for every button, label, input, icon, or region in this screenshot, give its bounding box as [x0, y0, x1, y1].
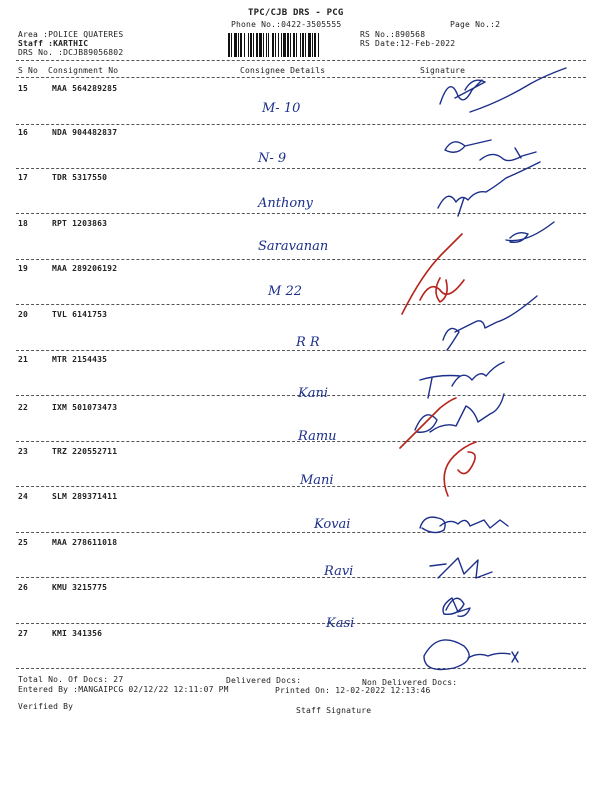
rs-date: RS Date:12-Feb-2022 [360, 39, 456, 48]
row-sno: 17 [18, 173, 29, 182]
handwritten-consignee: M- 10 [262, 101, 301, 116]
row-consignment: MAA 278611018 [52, 538, 118, 547]
row-sno: 27 [18, 629, 29, 638]
signature-scribble [438, 162, 540, 216]
row-consignment: MAA 289206192 [52, 264, 118, 273]
row-sno: 22 [18, 403, 29, 412]
row-sno: 21 [18, 355, 29, 364]
row-consignment: IXM 501073473 [52, 403, 118, 412]
handwritten-consignee: R R [296, 335, 320, 350]
non-delivered-docs: Non Delivered Docs: [362, 678, 458, 687]
signature-scribble [430, 558, 492, 578]
col-header-signature: Signature [420, 66, 466, 75]
row-sno: 15 [18, 84, 29, 93]
verified-by: Verified By [18, 702, 74, 711]
handwritten-consignee: N- 9 [258, 151, 287, 166]
row-consignment: MAA 564289285 [52, 84, 118, 93]
row-consignment: RPT 1203863 [52, 219, 108, 228]
rs-number: RS No.:890568 [360, 30, 426, 39]
red-mark [400, 398, 476, 496]
row-sno: 18 [18, 219, 29, 228]
handwritten-consignee: Kovai [314, 517, 351, 532]
drs-number: DRS No. :DCJB89056802 [18, 48, 124, 57]
signature-scribble [443, 296, 537, 350]
row-consignment: NDA 904482837 [52, 128, 118, 137]
area-field: Area :POLICE QUATERES [18, 30, 124, 39]
row-sno: 24 [18, 492, 29, 501]
col-header-consignment: Consignment No [48, 66, 119, 75]
signature-scribble [424, 640, 518, 670]
row-sno: 23 [18, 447, 29, 456]
row-sno: 20 [18, 310, 29, 319]
row-sno: 16 [18, 128, 29, 137]
signature-scribble [445, 140, 536, 161]
row-sno: 26 [18, 583, 29, 592]
handwritten-consignee: Anthony [258, 196, 313, 211]
page-number: Page No.:2 [450, 20, 501, 29]
handwritten-consignee: Ravi [324, 564, 354, 579]
row-consignment: SLM 289371411 [52, 492, 118, 501]
staff-signature-label: Staff Signature [296, 706, 372, 715]
signature-scribble [420, 362, 504, 398]
row-sno: 25 [18, 538, 29, 547]
signature-scribble [415, 394, 504, 432]
phone-number: Phone No.:0422-3505555 [231, 20, 342, 29]
handwritten-consignee: Ramu [298, 429, 337, 444]
red-mark [402, 234, 464, 314]
row-consignment: MTR 2154435 [52, 355, 108, 364]
handwritten-consignee: Kani [298, 386, 328, 401]
row-consignment: TDR 5317550 [52, 173, 108, 182]
printed-on: Printed On: 12-02-2022 12:13:46 [275, 686, 431, 695]
document-title: TPC/CJB DRS - PCG [248, 8, 344, 18]
row-sno: 19 [18, 264, 29, 273]
col-header-sno: S No [18, 66, 39, 75]
total-docs: Total No. Of Docs: 27 [18, 675, 124, 684]
row-consignment: KMU 3215775 [52, 583, 108, 592]
entered-by: Entered By :MANGAIPCG 02/12/22 12:11:07 PM [18, 685, 229, 694]
handwritten-consignee: M 22 [268, 284, 302, 299]
signature-scribble [506, 222, 554, 242]
handwritten-consignee: Kasi [326, 616, 355, 631]
row-consignment: TVL 6141753 [52, 310, 108, 319]
signature-scribble [443, 598, 470, 616]
row-consignment: KMI 341356 [52, 629, 103, 638]
signature-scribble [420, 517, 508, 532]
staff-field: Staff :KARTHIC [18, 39, 89, 48]
handwritten-consignee: Mani [300, 473, 334, 488]
col-header-consignee: Consignee Details [240, 66, 326, 75]
signature-scribble [440, 68, 566, 112]
delivered-docs: Delivered Docs: [226, 676, 302, 685]
handwritten-consignee: Saravanan [258, 239, 329, 254]
row-consignment: TRZ 220552711 [52, 447, 118, 456]
